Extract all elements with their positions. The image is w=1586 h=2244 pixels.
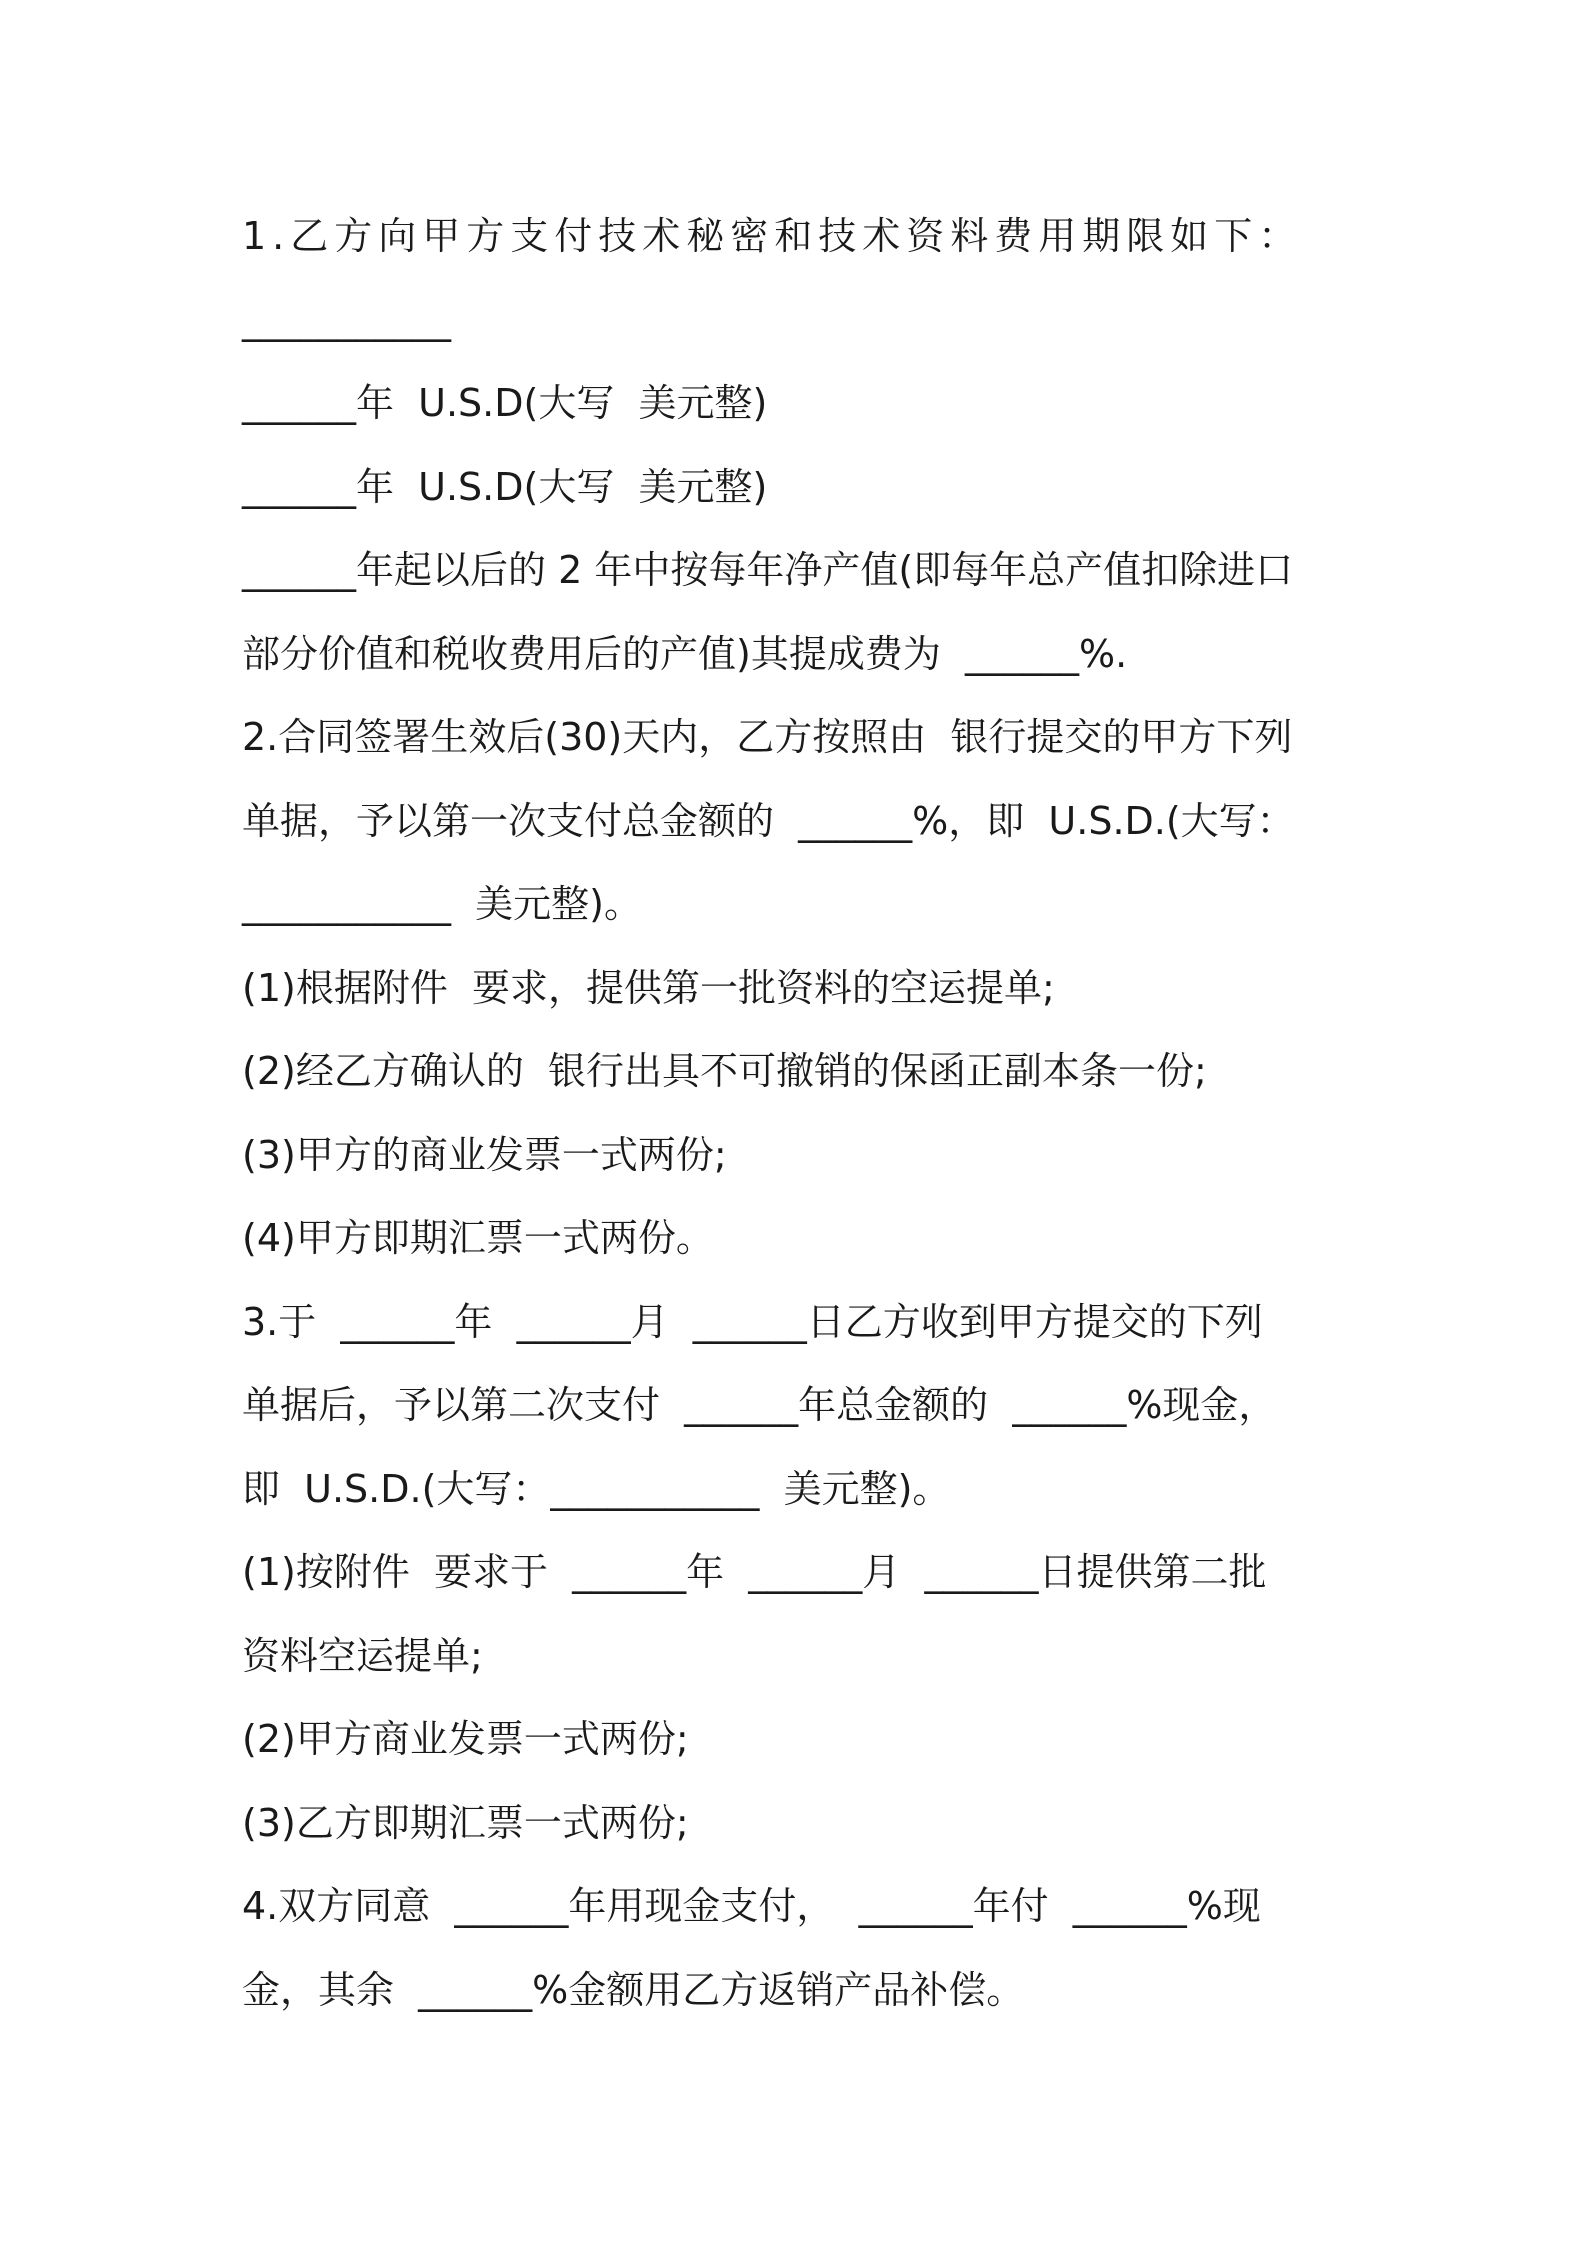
clause-3-item-3: (3)乙方即期汇票一式两份; — [242, 1800, 689, 1845]
payment-year-line-2: ______年 U.S.D(大写 美元整) — [242, 464, 768, 509]
royalty-line-2: 部分价值和税收费用后的产值)其提成费为 ______%. — [242, 631, 1128, 676]
clause-4-line-1: 4.双方同意 ______年用现金支付， ______年付 ______%现 — [242, 1884, 1261, 1928]
clause-2-line-3: ___________ 美元整)。 — [242, 882, 642, 926]
clause-3-line-2: 单据后，予以第二次支付 ______年总金额的 ______%现金， — [242, 1383, 1277, 1427]
clause-2-item-2: (2)经乙方确认的 银行出具不可撤销的保函正副本条一份; — [242, 1049, 1207, 1093]
clause-2-item-1: (1)根据附件 要求，提供第一批资料的空运提单; — [242, 965, 1055, 1010]
clause-3-item-1-line-2: 资料空运提单; — [242, 1633, 483, 1678]
clause-3-item-2: (2)甲方商业发票一式两份; — [242, 1717, 689, 1761]
clause-2-item-3: (3)甲方的商业发票一式两份; — [242, 1132, 727, 1177]
payment-year-line-1: ______年 U.S.D(大写 美元整) — [242, 381, 768, 425]
clause-1-heading: 1.乙方向甲方支付技术秘密和技术资料费用期限如下： — [242, 214, 1303, 258]
clause-4-line-2: 金，其余 ______%金额用乙方返销产品补偿。 — [242, 1967, 1025, 2012]
document-body — [242, 195, 1362, 2032]
clause-2-item-4: (4)甲方即期汇票一式两份。 — [242, 1216, 714, 1260]
clause-3-item-1-line-1: (1)按附件 要求于 ______年 ______月 ______日提供第二批 — [242, 1550, 1267, 1594]
clause-3-line-3: 即 U.S.D.(大写：___________ 美元整)。 — [242, 1466, 951, 1511]
clause-2-line-2: 单据，予以第一次支付总金额的 ______%，即 U.S.D.(大写： — [242, 798, 1295, 843]
clause-2-line-1: 2.合同签署生效后(30)天内，乙方按照由 银行提交的甲方下列 — [242, 715, 1293, 759]
blank-line: ___________ — [242, 297, 451, 342]
clause-3-line-1: 3.于 ______年 ______月 ______日乙方收到甲方提交的下列 — [242, 1299, 1263, 1344]
royalty-line-1: ______年起以后的 2 年中按每年净产值(即每年总产值扣除进口 — [242, 548, 1294, 592]
